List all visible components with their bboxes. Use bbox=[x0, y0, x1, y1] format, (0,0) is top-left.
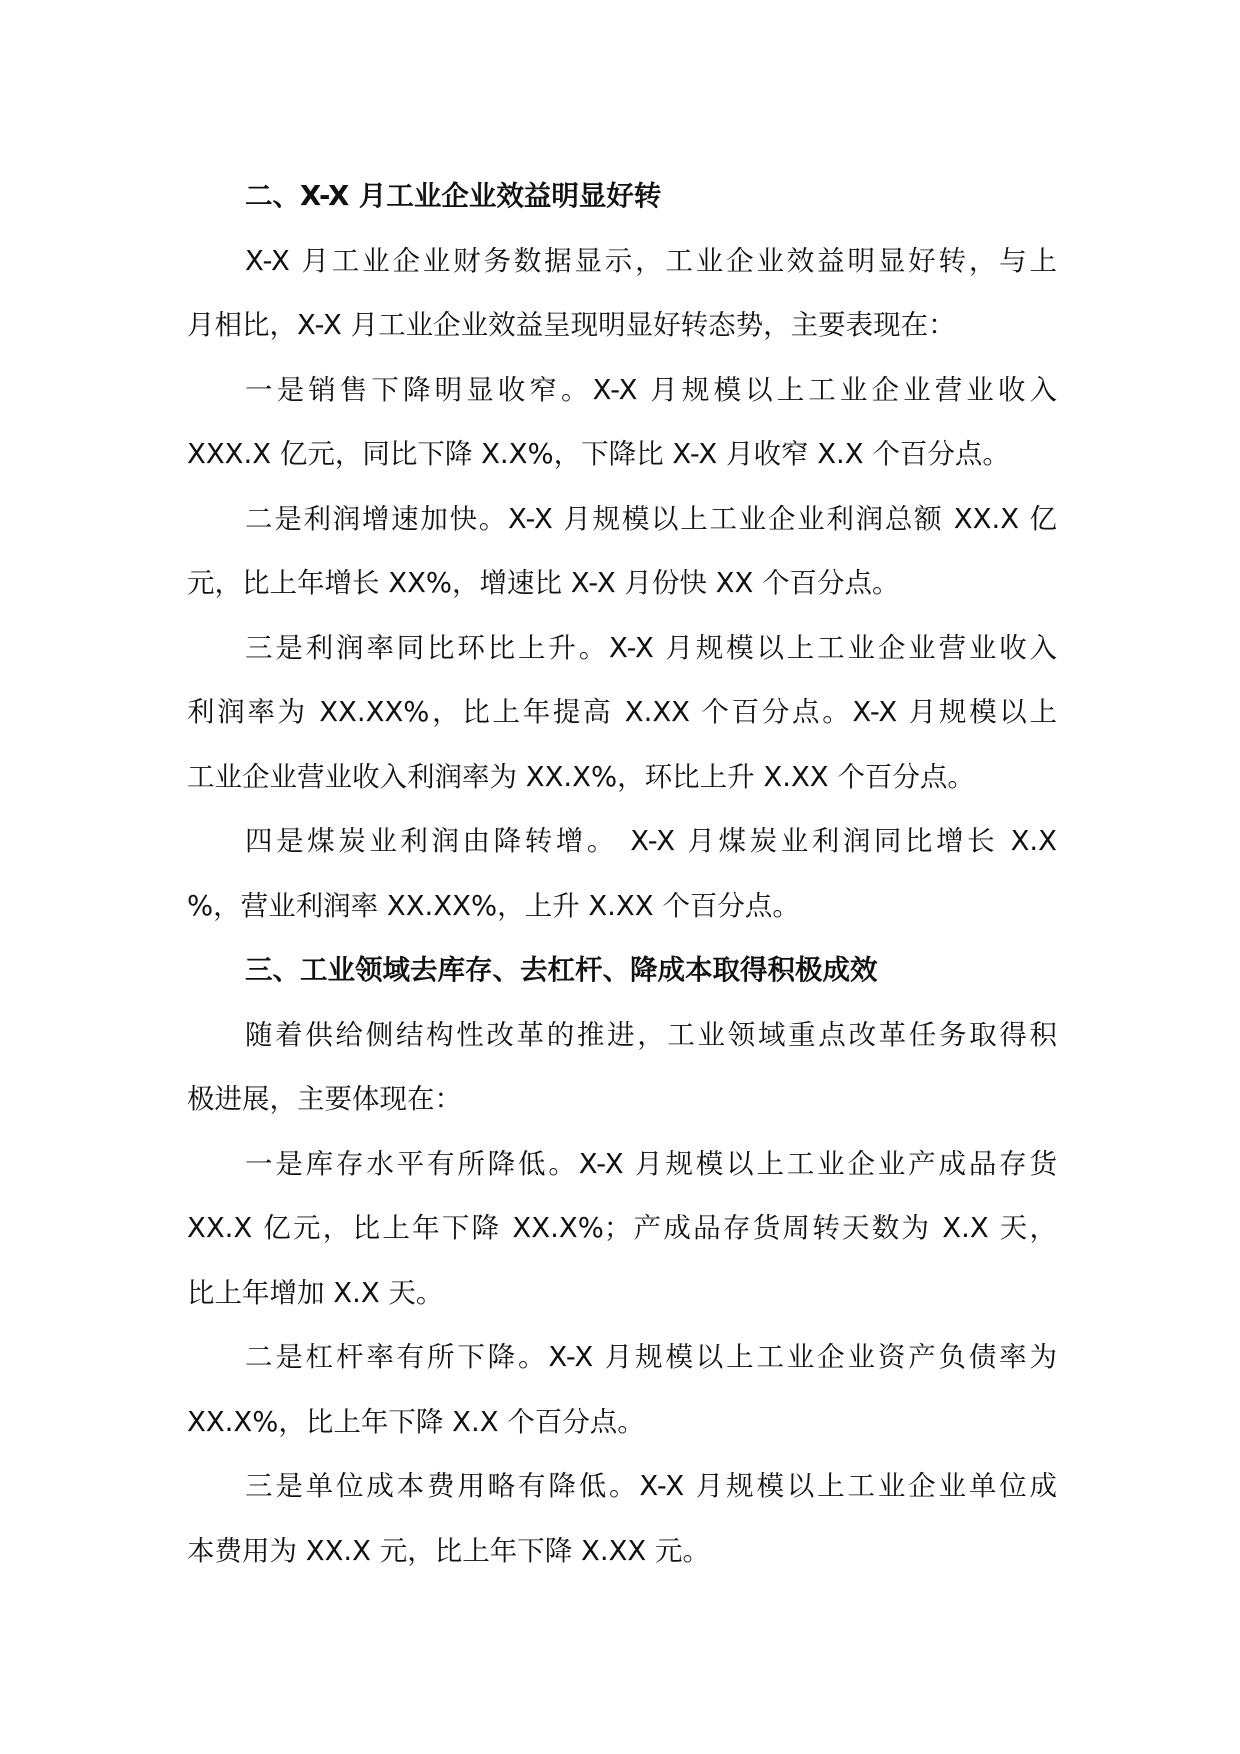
paragraph-line: X-X 月工业企业财务数据显示，工业企业效益明显好转，与上 bbox=[245, 244, 1057, 277]
paragraph-line: 工业企业营业收入利润率为 XX.X%，环比上升 X.XX 个百分点。 bbox=[187, 760, 975, 793]
paragraph-line: 三是单位成本费用略有降低。X-X 月规模以上工业企业单位成 bbox=[245, 1470, 1057, 1502]
paragraph-line: XXX.X 亿元，同比下降 X.X%，下降比 X-X 月收窄 X.X 个百分点。 bbox=[187, 438, 1010, 470]
paragraph-line: 四是煤炭业利润由降转增。 X-X 月煤炭业利润同比增长 X.X bbox=[245, 825, 1057, 857]
section-heading-3: 三、工业领域去库存、去杠杆、降成本取得积极成效 bbox=[245, 954, 878, 986]
paragraph-line: 随着供给侧结构性改革的推进，工业领域重点改革任务取得积 bbox=[245, 1018, 1057, 1051]
paragraph-line: 二是杠杆率有所下降。X-X 月规模以上工业企业资产负债率为 bbox=[245, 1341, 1057, 1373]
paragraph-line: 本费用为 XX.X 元，比上年下降 X.XX 元。 bbox=[187, 1534, 710, 1567]
paragraph-line: 利润率为 XX.XX%，比上年提高 X.XX 个百分点。X-X 月规模以上 bbox=[187, 696, 1057, 728]
paragraph-line: 比上年增加 X.X 天。 bbox=[187, 1276, 444, 1309]
paragraph-line: 二是利润增速加快。X-X 月规模以上工业企业利润总额 XX.X 亿 bbox=[245, 502, 1057, 535]
paragraph-line: 极进展，主要体现在： bbox=[187, 1083, 462, 1115]
paragraph-line: %，营业利润率 XX.XX%，上升 X.XX 个百分点。 bbox=[187, 889, 800, 922]
paragraph-line: 月相比，X-X 月工业企业效益呈现明显好转态势，主要表现在： bbox=[187, 309, 956, 341]
section-heading-2: 二、X-X 月工业企业效益明显好转 bbox=[245, 180, 662, 212]
paragraph-line: 一是销售下降明显收窄。X-X 月规模以上工业企业营业收入 bbox=[245, 373, 1057, 406]
paragraph-line: 三是利润率同比环比上升。X-X 月规模以上工业企业营业收入 bbox=[245, 631, 1057, 664]
paragraph-line: XX.X%，比上年下降 X.X 个百分点。 bbox=[187, 1405, 645, 1438]
document-body bbox=[187, 164, 1057, 1583]
paragraph-line: XX.X 亿元，比上年下降 XX.X%；产成品存货周转天数为 X.X 天， bbox=[187, 1212, 1057, 1244]
paragraph-line: 一是库存水平有所降低。X-X 月规模以上工业企业产成品存货 bbox=[245, 1147, 1057, 1180]
paragraph-line: 元，比上年增长 XX%，增速比 X-X 月份快 XX 个百分点。 bbox=[187, 567, 900, 599]
